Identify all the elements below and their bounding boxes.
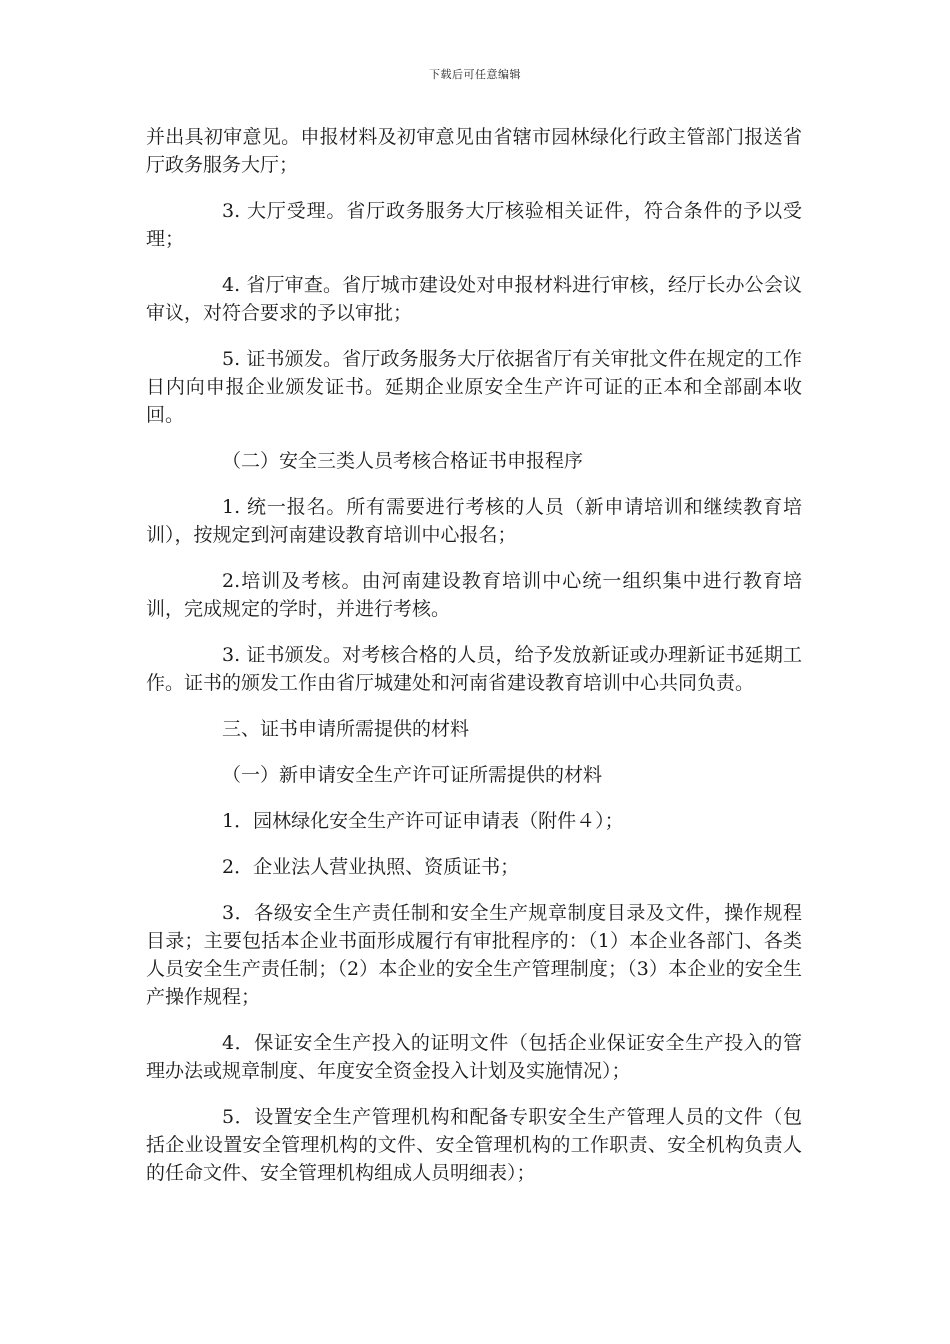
paragraph-step-3-hall-acceptance: 3. 大厅受理。省厅政务服务大厅核验相关证件，符合条件的予以受理；	[146, 200, 802, 250]
paragraph-registration: 1. 统一报名。所有需要进行考核的人员（新申请培训和继续教育培训），按规定到河南建设教育培训中心报名；	[146, 496, 802, 546]
paragraph-continuation: 并出具初审意见。申报材料及初审意见由省辖市园林绿化行政主管部门报送省厅政务服务大厅；	[146, 126, 802, 176]
page-header: 下载后可任意编辑	[429, 68, 521, 81]
section-heading-two: （二）安全三类人员考核合格证书申报程序	[222, 450, 584, 472]
section-heading-three: 三、证书申请所需提供的材料	[222, 718, 470, 740]
paragraph-certificate-issuance: 3. 证书颁发。对考核合格的人员，给予发放新证或办理新证书延期工作。证书的颁发工作由省厅城建处和河南省建设教育培训中心共同负责。	[146, 644, 802, 694]
subsection-heading-one: （一）新申请安全生产许可证所需提供的材料	[222, 764, 603, 786]
document-body	[146, 123, 802, 1205]
paragraph-step-4-review: 4. 省厅审查。省厅城市建设处对申报材料进行审核，经厅长办公会议审议，对符合要求的予以审批；	[146, 274, 802, 324]
paragraph-step-5-issuance: 5. 证书颁发。省厅政务服务大厅依据省厅有关审批文件在规定的工作日内向申报企业颁发证书。延期企业原安全生产许可证的正本和全部副本收回。	[146, 348, 802, 426]
material-item-4: 4．保证安全生产投入的证明文件（包括企业保证安全生产投入的管理办法或规章制度、年度安全资金投入计划及实施情况）；	[146, 1032, 802, 1082]
paragraph-training-assessment: 2.培训及考核。由河南建设教育培训中心统一组织集中进行教育培训，完成规定的学时，并进行考核。	[146, 570, 802, 620]
material-item-1: 1．园林绿化安全生产许可证申请表（附件４）；	[222, 810, 624, 832]
material-item-2: 2．企业法人营业执照、资质证书；	[222, 856, 520, 878]
material-item-5: 5．设置安全生产管理机构和配备专职安全生产管理人员的文件（包括企业设置安全管理机构的文件、安全管理机构的工作职责、安全机构负责人的任命文件、安全管理机构组成人员明细表）；	[146, 1106, 802, 1184]
material-item-3: 3．各级安全生产责任制和安全生产规章制度目录及文件，操作规程目录；主要包括本企业书面形成履行有审批程序的：（1）本企业各部门、各类人员安全生产责任制；（2）本企业的安全生产管理制度；（3）本企业的安全生产操作规程；	[146, 902, 802, 1008]
